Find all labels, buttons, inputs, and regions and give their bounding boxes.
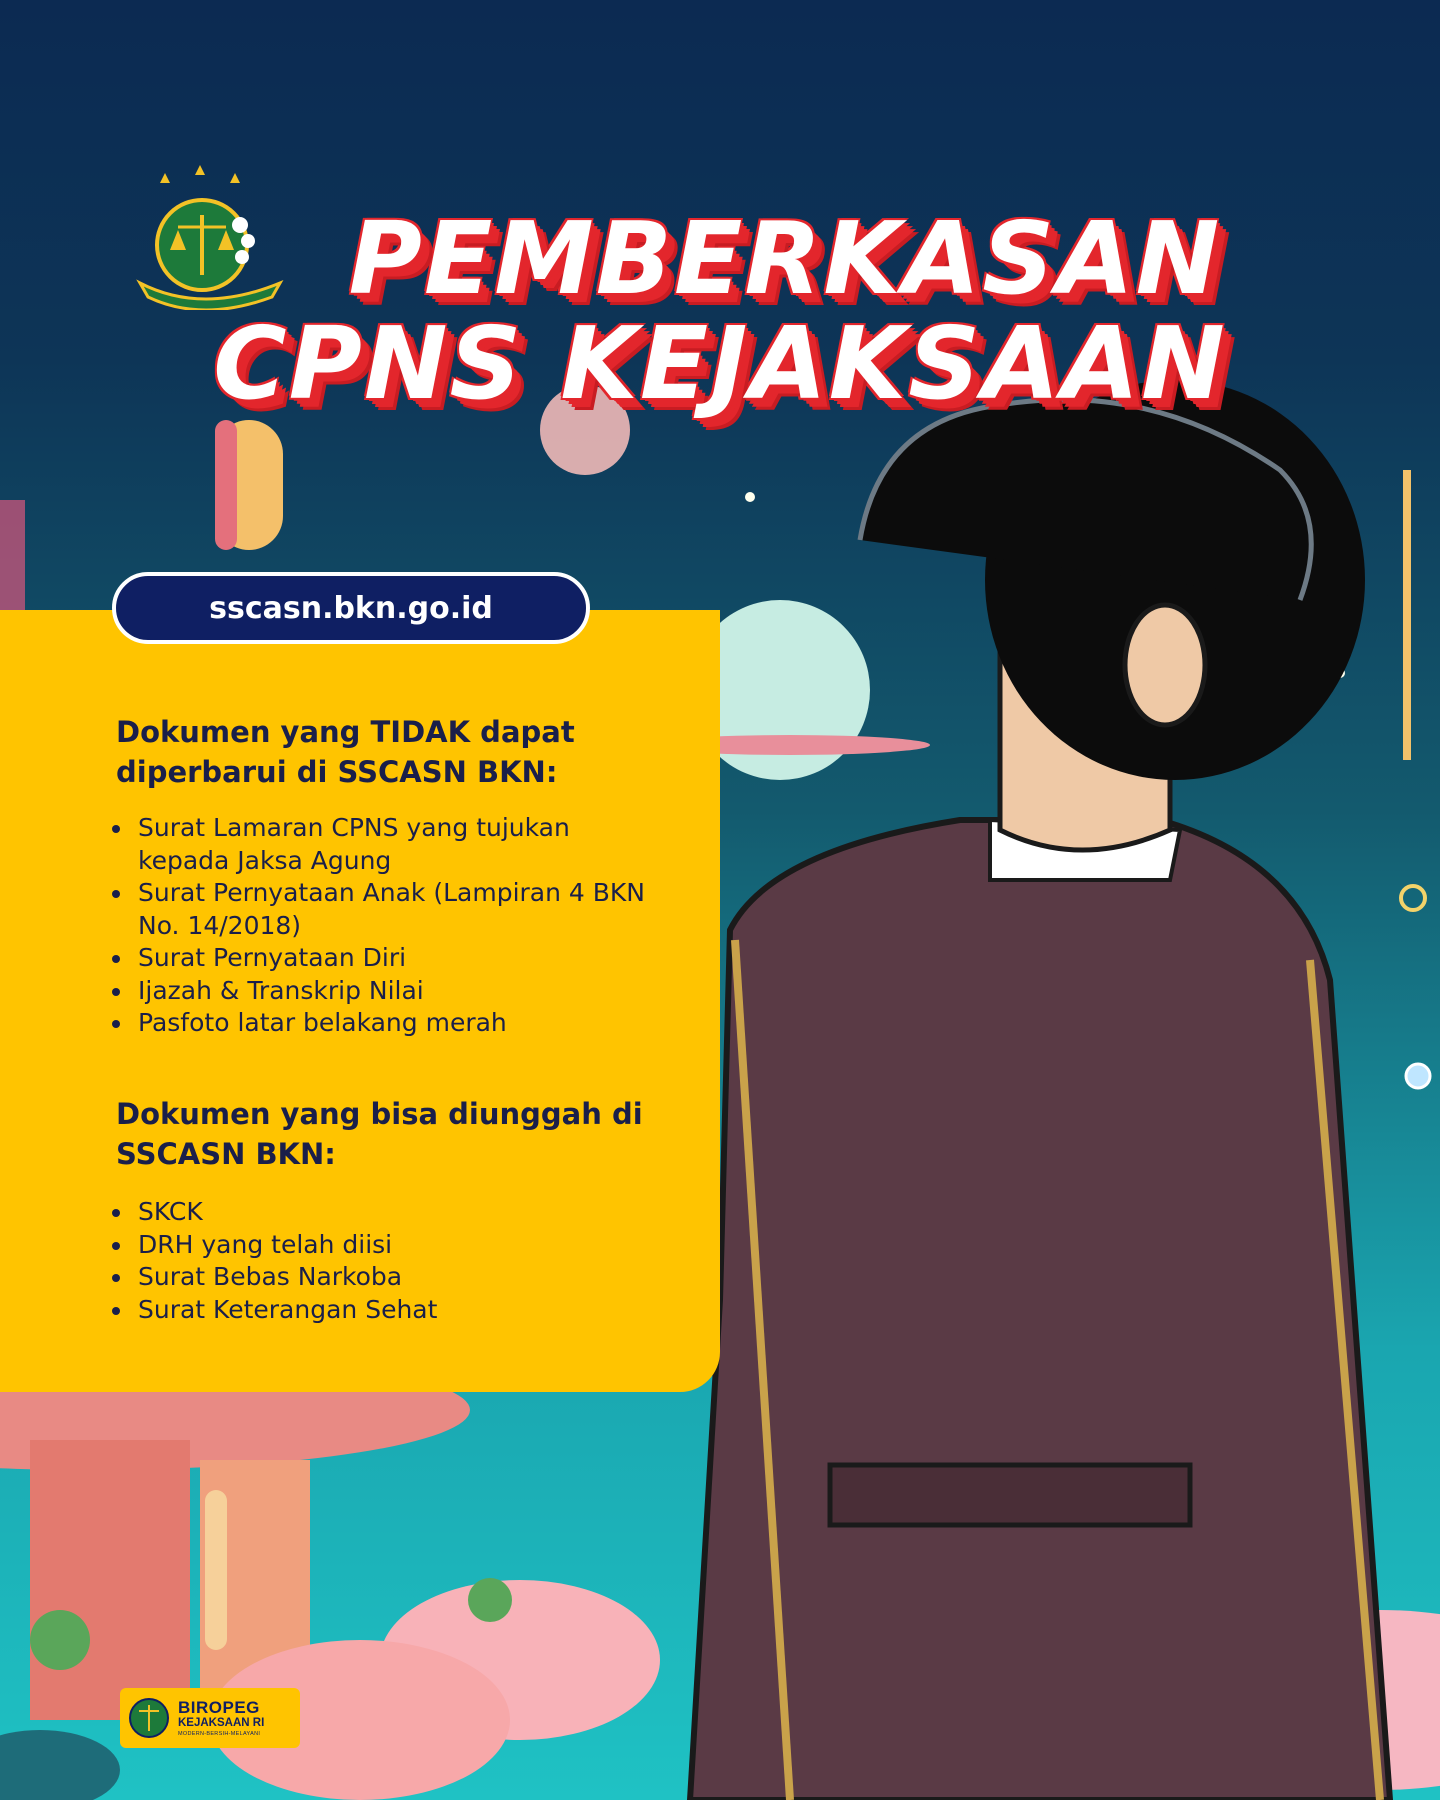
logo-subtitle: KEJAKSAAN RI [178, 1716, 265, 1729]
list-item: DRH yang telah diisi [106, 1229, 666, 1262]
list-item: Ijazah & Transkrip Nilai [106, 975, 666, 1008]
list-item: SKCK [106, 1196, 666, 1229]
uploadable-document-list [106, 1196, 666, 1326]
list-item: Surat Keterangan Sehat [106, 1294, 666, 1327]
url-pill[interactable]: sscasn.bkn.go.id [112, 572, 590, 644]
kejaksaan-emblem-icon [126, 1695, 172, 1741]
not-updatable-document-list [106, 812, 666, 1040]
list-item: Surat Bebas Narkoba [106, 1261, 666, 1294]
logo-title: BIROPEG [178, 1697, 260, 1717]
title-line-1: PEMBERKASAN [348, 200, 1222, 317]
section-heading-not-updatable: Dokumen yang TIDAK dapat diperbarui di SSCASN BKN: [116, 715, 575, 789]
list-item: Pasfoto latar belakang merah [106, 1007, 666, 1040]
list-item: Surat Pernyataan Anak (Lampiran 4 BKN No. 14/2018) [106, 877, 666, 942]
section-heading-uploadable: Dokumen yang bisa diunggah di SSCASN BKN: [116, 1097, 643, 1171]
logo-tagline: MODERN-BERSIH-MELAYANI [178, 1730, 261, 1737]
biropeg-logo [120, 1688, 300, 1748]
list-item: Surat Pernyataan Diri [106, 942, 666, 975]
title-line-2: CPNS KEJAKSAAN [213, 305, 1227, 422]
list-item: Surat Lamaran CPNS yang tujukan kepada Jaksa Agung [106, 812, 666, 877]
